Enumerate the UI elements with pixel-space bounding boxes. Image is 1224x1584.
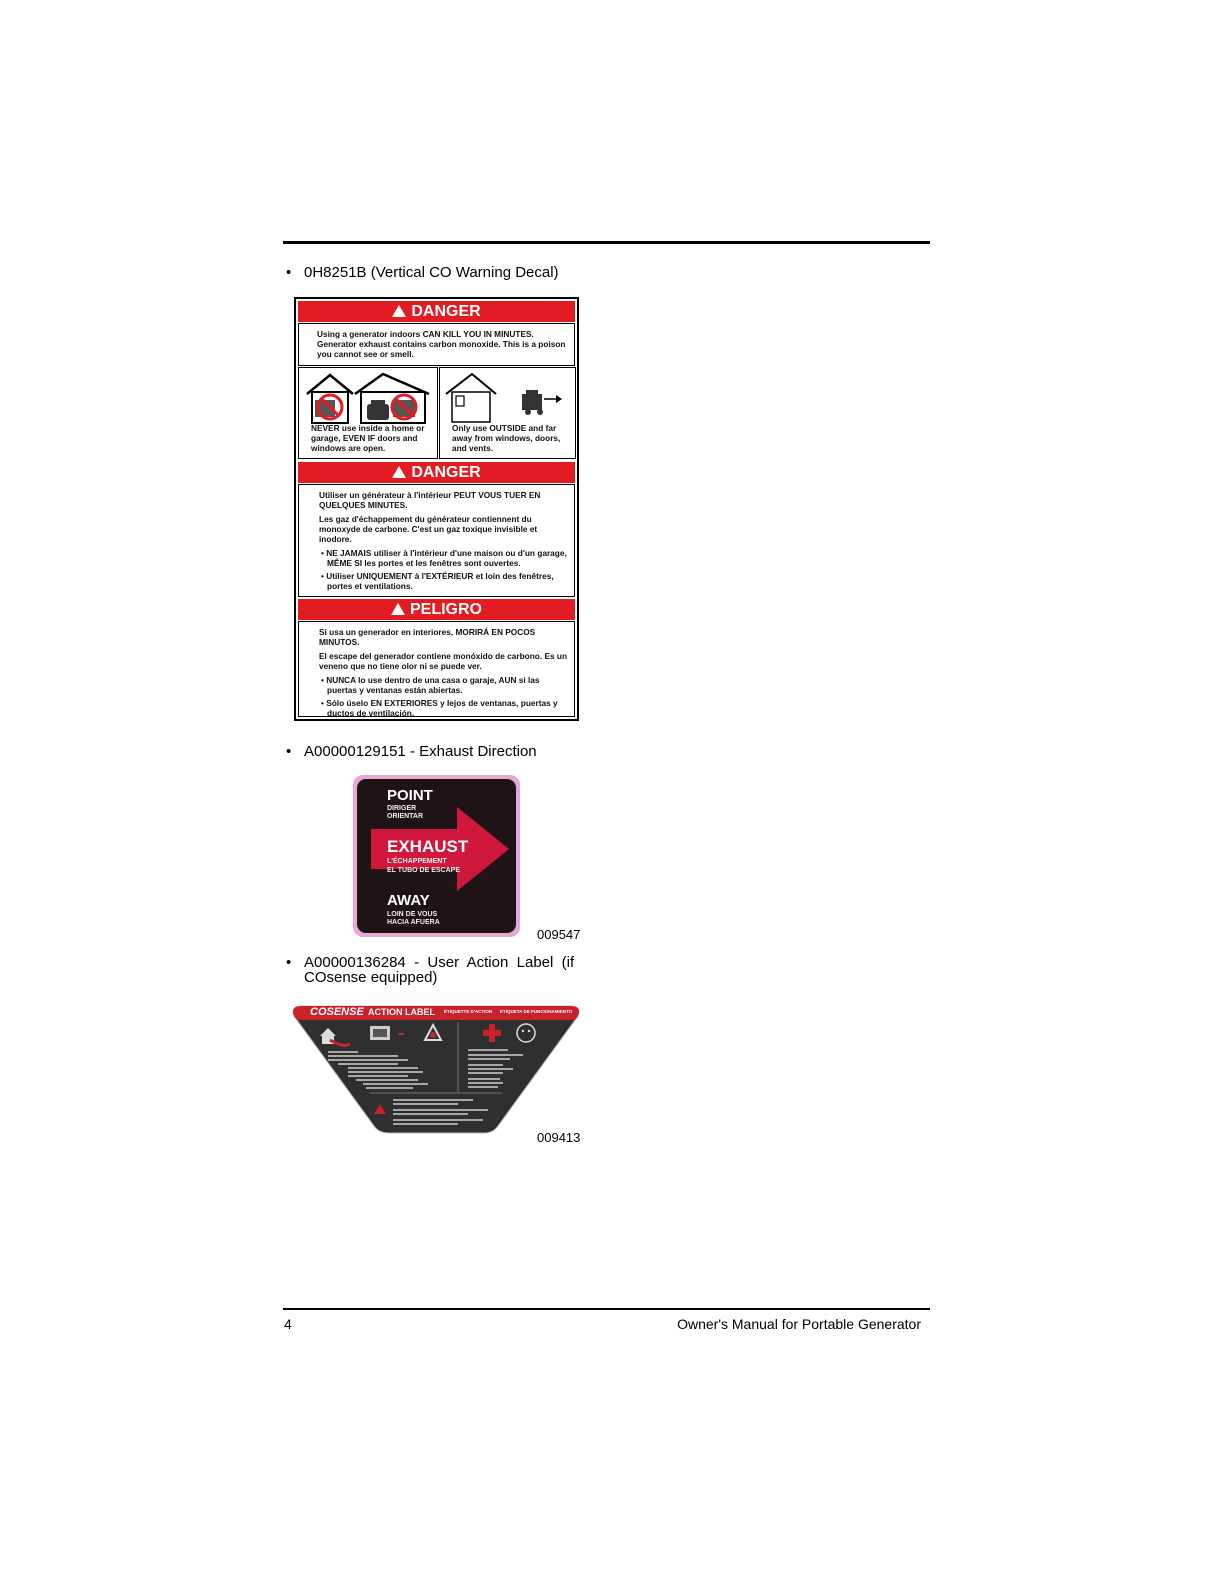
peligro-band-es <box>298 599 575 620</box>
danger-fr-b1: • NE JAMAIS utiliser à l'intérieur d'une maison ou d'un garage, MÊME SI les portes et les fenêtres sont ouvertes. <box>321 548 567 568</box>
decal-caption-exhaust: A00000129151 - Exhaust Direction <box>304 743 537 760</box>
page-number: 4 <box>284 1316 292 1332</box>
never-indoors-text: NEVER use inside a home or garage, EVEN IF doors and windows are open. <box>311 423 425 453</box>
outside-only-text: Only use OUTSIDE and far away from windows, doors, and vents. <box>452 423 561 453</box>
exhaust-word-fr: L'ÉCHAPPEMENT <box>387 858 447 865</box>
danger-fr-p2: Les gaz d'échappement du générateur contiennent du monoxyde de carbone. C'est un gaz toxique invisible et inodore. <box>319 514 538 544</box>
cosense-label-graphic <box>288 1000 584 1134</box>
danger-intro-en: Using a generator indoors CAN KILL YOU IN MINUTES. Generator exhaust contains carbon monoxide. This is a poison you cannot see or smell. <box>317 329 566 359</box>
cosense-title-fr: ÉTIQUETTE D'ACTION <box>444 1009 493 1014</box>
co-warning-decal <box>294 297 579 721</box>
decal-caption-user-action: A00000136284 - User Action Label (if <box>304 954 575 971</box>
bullet-marker: • <box>286 743 292 760</box>
exhaust-point-es: ORIENTAR <box>387 813 424 820</box>
danger-header-fr: DANGER <box>411 464 481 481</box>
exhaust-point-fr: DIRIGER <box>387 805 417 812</box>
peligro-es-b2: • Sólo úselo EN EXTERIORES y lejos de ventanas, puertas y ductos de ventilación. <box>321 698 558 718</box>
cosense-title-es: ETIQUETA DE FUNCIONAMIENTO <box>500 1009 573 1014</box>
warning-triangle-icon <box>392 305 406 317</box>
peligro-es-p2: El escape del generador contiene monóxido de carbono. Es un veneno que no tiene olor ni se puede ver. <box>319 651 568 671</box>
never-indoors-panel <box>298 367 438 459</box>
cosense-brand: COSENSE <box>310 1006 364 1018</box>
decal-caption-user-action-line2: COsense equipped) <box>304 969 438 986</box>
warning-triangle-icon <box>392 466 406 478</box>
exhaust-direction-decal <box>353 775 520 937</box>
exhaust-away: AWAY <box>387 892 430 909</box>
danger-band-en <box>298 301 575 322</box>
peligro-es-box <box>298 621 575 717</box>
exhaust-away-es: HACIA AFUERA <box>387 919 440 926</box>
footer-rule <box>283 1308 930 1310</box>
bullet-marker: • <box>286 954 292 971</box>
peligro-es-p1: Si usa un generador en interiores, MORIRÁ EN POCOS MINUTOS. <box>319 627 536 647</box>
cosense-action-label-decal <box>288 1000 584 1134</box>
footer-title: Owner's Manual for Portable Generator <box>677 1316 921 1332</box>
exhaust-point: POINT <box>387 787 433 804</box>
danger-band-fr <box>298 462 575 483</box>
warning-triangle-icon <box>391 603 405 615</box>
cosense-title: ACTION LABEL <box>368 1007 435 1017</box>
danger-header-en: DANGER <box>411 303 481 320</box>
bullet-marker: • <box>286 264 292 281</box>
danger-fr-b2: • Utiliser UNIQUEMENT à l'EXTÉRIEUR et loin des fenêtres, portes et ventilations. <box>321 571 554 591</box>
peligro-header-es: PELIGRO <box>409 601 482 618</box>
house-generator-outside-icon <box>440 370 574 428</box>
peligro-es-b1: • NUNCA lo use dentro de una casa o garaje, AUN si las puertas y ventanas están abiertas. <box>321 675 540 695</box>
danger-fr-p1: Utiliser un générateur à l'intérieur PEUT VOUS TUER EN QUELQUES MINUTES. <box>319 490 541 510</box>
house-garage-prohibited-icon <box>299 370 436 428</box>
exhaust-decal-code: 009547 <box>537 927 581 942</box>
exhaust-word-es: EL TUBO DE ESCAPE <box>387 867 460 874</box>
exhaust-away-fr: LOIN DE VOUS <box>387 911 438 918</box>
danger-intro-box <box>298 323 575 366</box>
cosense-decal-code: 009413 <box>537 1130 581 1145</box>
header-rule <box>283 241 930 244</box>
exhaust-word: EXHAUST <box>387 837 469 856</box>
outside-only-panel <box>439 367 576 459</box>
decal-caption-co-warning: 0H8251B (Vertical CO Warning Decal) <box>304 264 559 281</box>
danger-fr-box <box>298 484 575 597</box>
